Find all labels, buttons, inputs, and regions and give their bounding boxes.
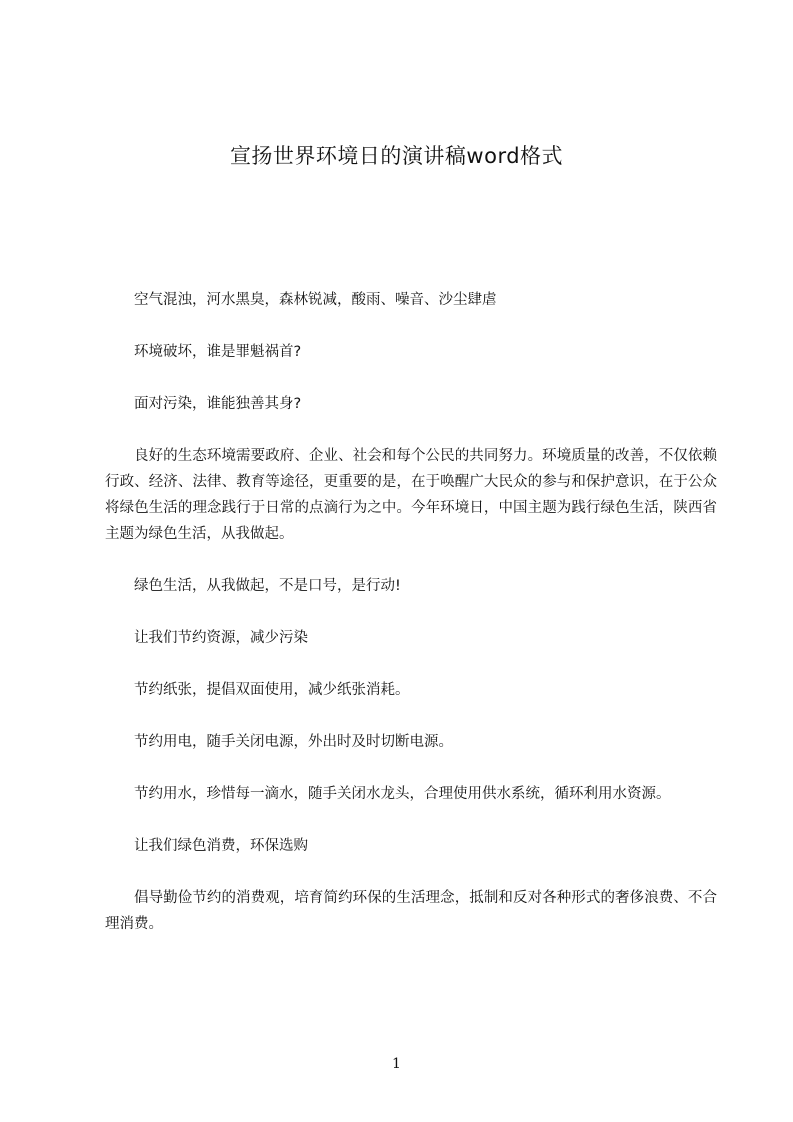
paragraph: 绿色生活，从我做起，不是口号，是行动! [134,578,401,594]
paragraph: 让我们节约资源，减少污染 [134,630,308,646]
page-number: 1 [392,1056,401,1072]
paragraph: 空气混浊，河水黑臭，森林锐减，酸雨、噪音、沙尘肆虐 [134,292,497,308]
paragraph: 良好的生态环境需要政府、企业、社会和每个公民的共同努力。环境质量的改善，不仅依赖行政、经济、法律、教育等途径，更重要的是，在于唤醒广大民众的参与和保护意识，在于公众将绿色生活的理念践行于日常的点滴行为之中。今年环境日，中国主题为践行绿色生活，陕西省主题为绿色生活，从我做起。 [105,448,717,542]
paragraph: 环境破坏，谁是罪魁祸首? [134,344,302,360]
paragraph: 面对污染，谁能独善其身? [134,396,302,412]
paragraph: 倡导勤俭节约的消费观，培育简约环保的生活理念，抵制和反对各种形式的奢侈浪费、不合理消费。 [105,890,717,932]
document-title: 宣扬世界环境日的演讲稿word格式 [229,144,564,168]
document-body [105,287,717,963]
paragraph: 节约用水，珍惜每一滴水，随手关闭水龙头，合理使用供水系统，循环利用水资源。 [134,786,671,802]
paragraph: 节约用电，随手关闭电源，外出时及时切断电源。 [134,734,453,750]
paragraph: 让我们绿色消费，环保选购 [134,838,308,854]
paragraph: 节约纸张，提倡双面使用，减少纸张消耗。 [134,682,410,698]
